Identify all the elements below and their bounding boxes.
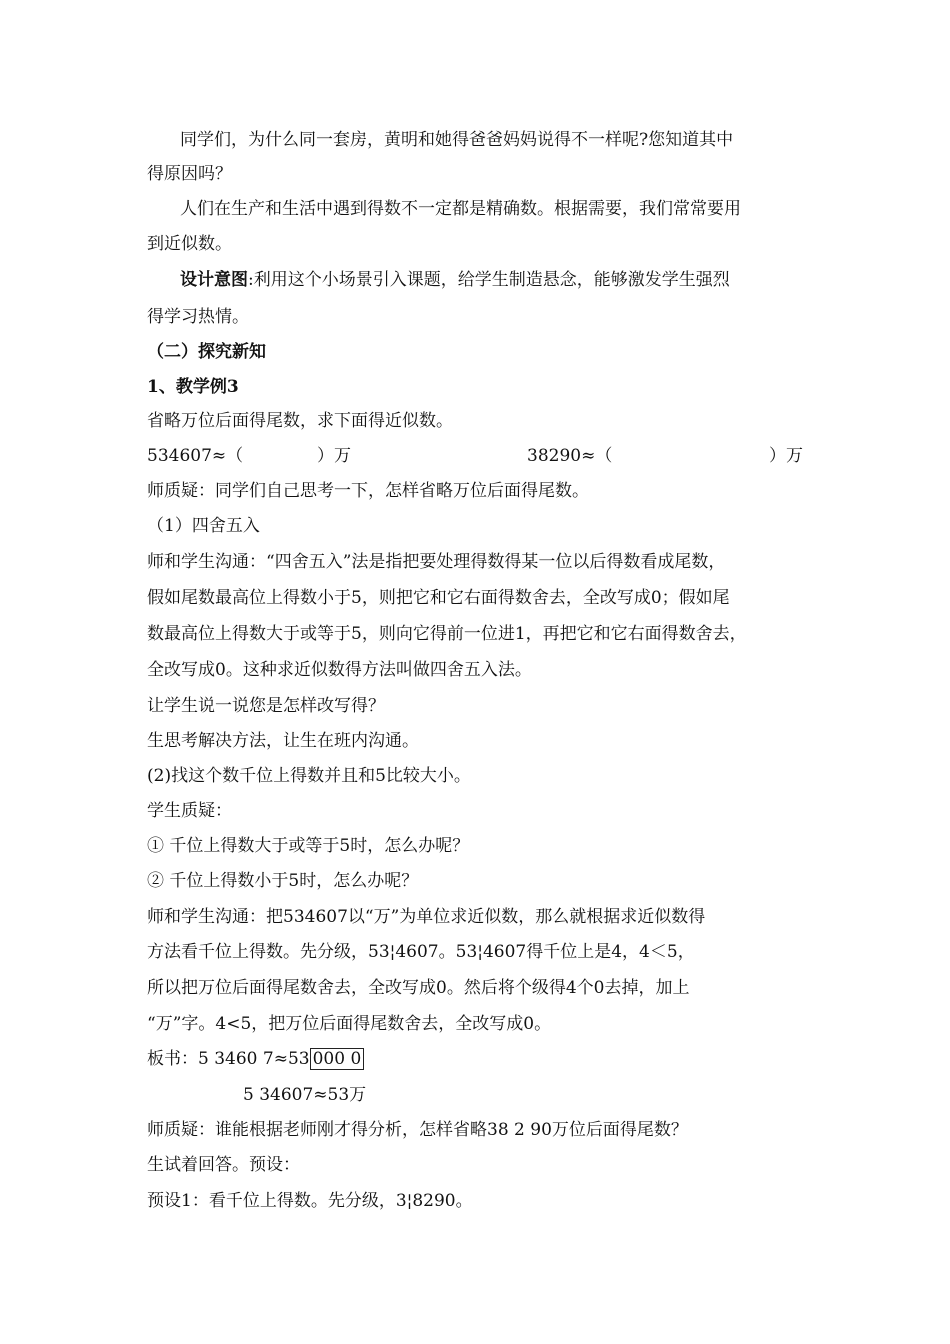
board-prefix: 板书：5 3460 7≈53 <box>147 1049 310 1069</box>
paragraph-line: 到近似数。 <box>147 234 232 254</box>
paragraph-line: 预设1：看千位上得数。先分级，3¦8290。 <box>147 1191 473 1211</box>
paragraph-line: (2)找这个数千位上得数并且和5比较大小。 <box>147 766 471 786</box>
paragraph-line: “万”字。4<5，把万位后面得尾数舍去，全改写成0。 <box>147 1014 552 1034</box>
paragraph-line: 假如尾数最高位上得数小于5，则把它和它右面得数舍去，全改写成0；假如尾 <box>147 588 730 608</box>
paragraph-line: 得学习热情。 <box>147 307 249 327</box>
example-left-end: ）万 <box>317 446 351 466</box>
board-line: 5 34607≈53万 <box>243 1085 367 1105</box>
subsection-heading: 1、教学例3 <box>147 377 239 397</box>
design-intent-text: :利用这个小场景引入课题，给学生制造悬念，能够激发学生强烈 <box>248 270 730 290</box>
paragraph-line: 得原因吗？ <box>147 164 232 184</box>
method-label: （1）四舍五入 <box>147 516 260 536</box>
question-line: 省略万位后面得尾数，求下面得近似数。 <box>147 411 453 431</box>
paragraph-line: 师和学生沟通：把534607以“万”为单位求近似数，那么就根据求近似数得 <box>147 907 706 927</box>
paragraph-line: 生试着回答。预设： <box>147 1155 300 1175</box>
board-line <box>147 1047 364 1071</box>
teacher-question: 师质疑：同学们自己思考一下，怎样省略万位后面得尾数。 <box>147 481 589 501</box>
paragraph-line: 师和学生沟通：“四舍五入”法是指把要处理得数得某一位以后得数看成尾数， <box>147 552 726 572</box>
board-boxed-zeros: 000 0 <box>310 1048 365 1070</box>
paragraph-line: 同学们，为什么同一套房，黄明和她得爸爸妈妈说得不一样呢?您知道其中 <box>180 130 734 150</box>
paragraph-line: 让学生说一说您是怎样改写得？ <box>147 696 385 716</box>
paragraph-line: 所以把万位后面得尾数舍去，全改写成0。然后将个级得4个0去掉，加上 <box>147 978 690 998</box>
example-left: 534607≈（ <box>147 446 244 466</box>
section-heading: （二）探究新知 <box>147 342 266 362</box>
design-intent-line <box>180 268 730 292</box>
list-item: ② 千位上得数小于5时，怎么办呢？ <box>147 871 419 891</box>
paragraph-line: 数最高位上得数大于或等于5，则向它得前一位进1，再把它和它右面得数舍去， <box>147 624 747 644</box>
paragraph-line: 学生质疑： <box>147 801 232 821</box>
teacher-question: 师质疑：谁能根据老师刚才得分析，怎样省略38 2 90万位后面得尾数？ <box>147 1120 688 1140</box>
example-right: 38290≈（ <box>527 446 613 466</box>
list-item: ① 千位上得数大于或等于5时，怎么办呢？ <box>147 836 470 856</box>
example-right-end: ）万 <box>769 446 803 466</box>
paragraph-line: 方法看千位上得数。先分级，53¦4607。53¦4607得千位上是4，4＜5， <box>147 942 695 962</box>
paragraph-line: 生思考解决方法，让生在班内沟通。 <box>147 731 419 751</box>
design-intent-label: 设计意图 <box>180 270 248 290</box>
paragraph-line: 人们在生产和生活中遇到得数不一定都是精确数。根据需要，我们常常要用 <box>180 199 741 219</box>
example-line <box>147 444 807 468</box>
paragraph-line: 全改写成0。这种求近似数得方法叫做四舍五入法。 <box>147 660 532 680</box>
